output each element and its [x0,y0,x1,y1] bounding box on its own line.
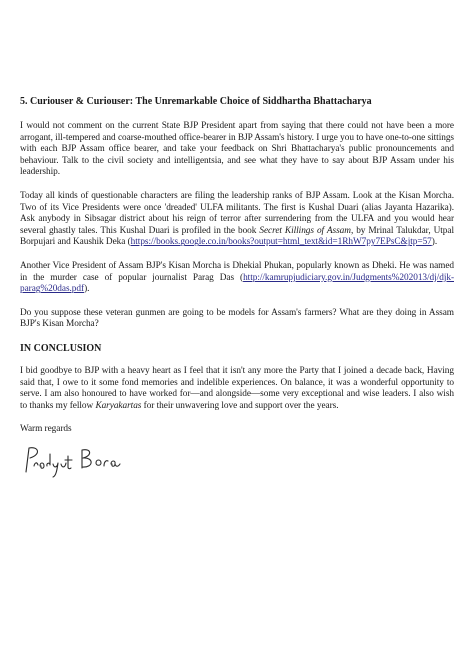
book-title: Secret Killings of Assam [259,225,351,236]
paragraph-question: Do you suppose these veteran gunmen are going to be models for Assam's farmers? What are they doing in Assam BJP's Kisan Morcha? [20,307,454,330]
paragraph-president: I would not comment on the current State BJP President apart from saying that there could not have been a more arrogant, ill-tempered and coarse-mouthed office-bearer in BJP Assam's history. I urge you to have one-to-one sittings with each BJP Assam office bearer, and take your feedback on Shri Bhattacharya's public pronouncements and behaviour. Talk to the civil society and intelligentsia, and see what they have to say about BJP Assam under his leadership. [20,121,454,178]
paragraph-text: Another Vice President of Assam BJP's Kisan Morcha is Dhekial Phukan, popularly known as Dheki. He was named in the murder case of popular journalist Parag Das ( [20,260,454,283]
judiciary-link[interactable]: http://kamrupjudiciary.gov.in/Judgments%202013/dj/djk-parag%20das.pdf [20,272,454,295]
conclusion-heading: IN CONCLUSION [20,342,102,354]
paragraph-text: ). [431,237,438,248]
paragraph-text: ). [84,284,90,295]
paragraph-text: for their unwavering love and support over the years. [141,400,339,411]
google-books-link[interactable]: https://books.google.co.in/books?output=html_text&id=1RhW7py7EPsC&jtp=57 [130,237,432,248]
paragraph-goodbye [20,366,454,412]
closing-line: Warm regards [20,424,72,435]
handwritten-signature [20,442,130,480]
paragraph-text: Today all kinds of questionable characters are filing the leadership ranks of BJP Assam. Look at the Kisan Morcha. Two of its Vice Presidents were once 'dreaded' ULFA militants. The first is Kushal Duari (alias Jayanta Hazarika). Ask anybody in Sibsagar district about his reign of terror after surrendering from the ULFA and you would hear several ghastly tales. This Kushal Duari is profiled in the book [20,190,454,236]
karyakartas-word: Karyakartas [95,400,142,411]
paragraph-text: I bid goodbye to BJP with a heavy heart as I feel that it isn't any more the Party that I joined a decade back, Having said that, I owe to it some fond memories and indelible experiences. On balance, it was a wonderful opportunity to serve. I am also honoured to have worked for—and alongside—some very exceptional and wise leaders. I also wish to thanks my fellow [20,365,454,411]
paragraph-kisan-morcha [20,191,454,249]
paragraph-dheki [20,261,454,296]
paragraph-text: , by Mrinal Talukdar, Utpal Borpujari and Kaushik Deka ( [20,225,454,248]
section-heading: 5. Curiouser & Curiouser: The Unremarkable Choice of Siddhartha Bhattacharya [20,96,372,107]
